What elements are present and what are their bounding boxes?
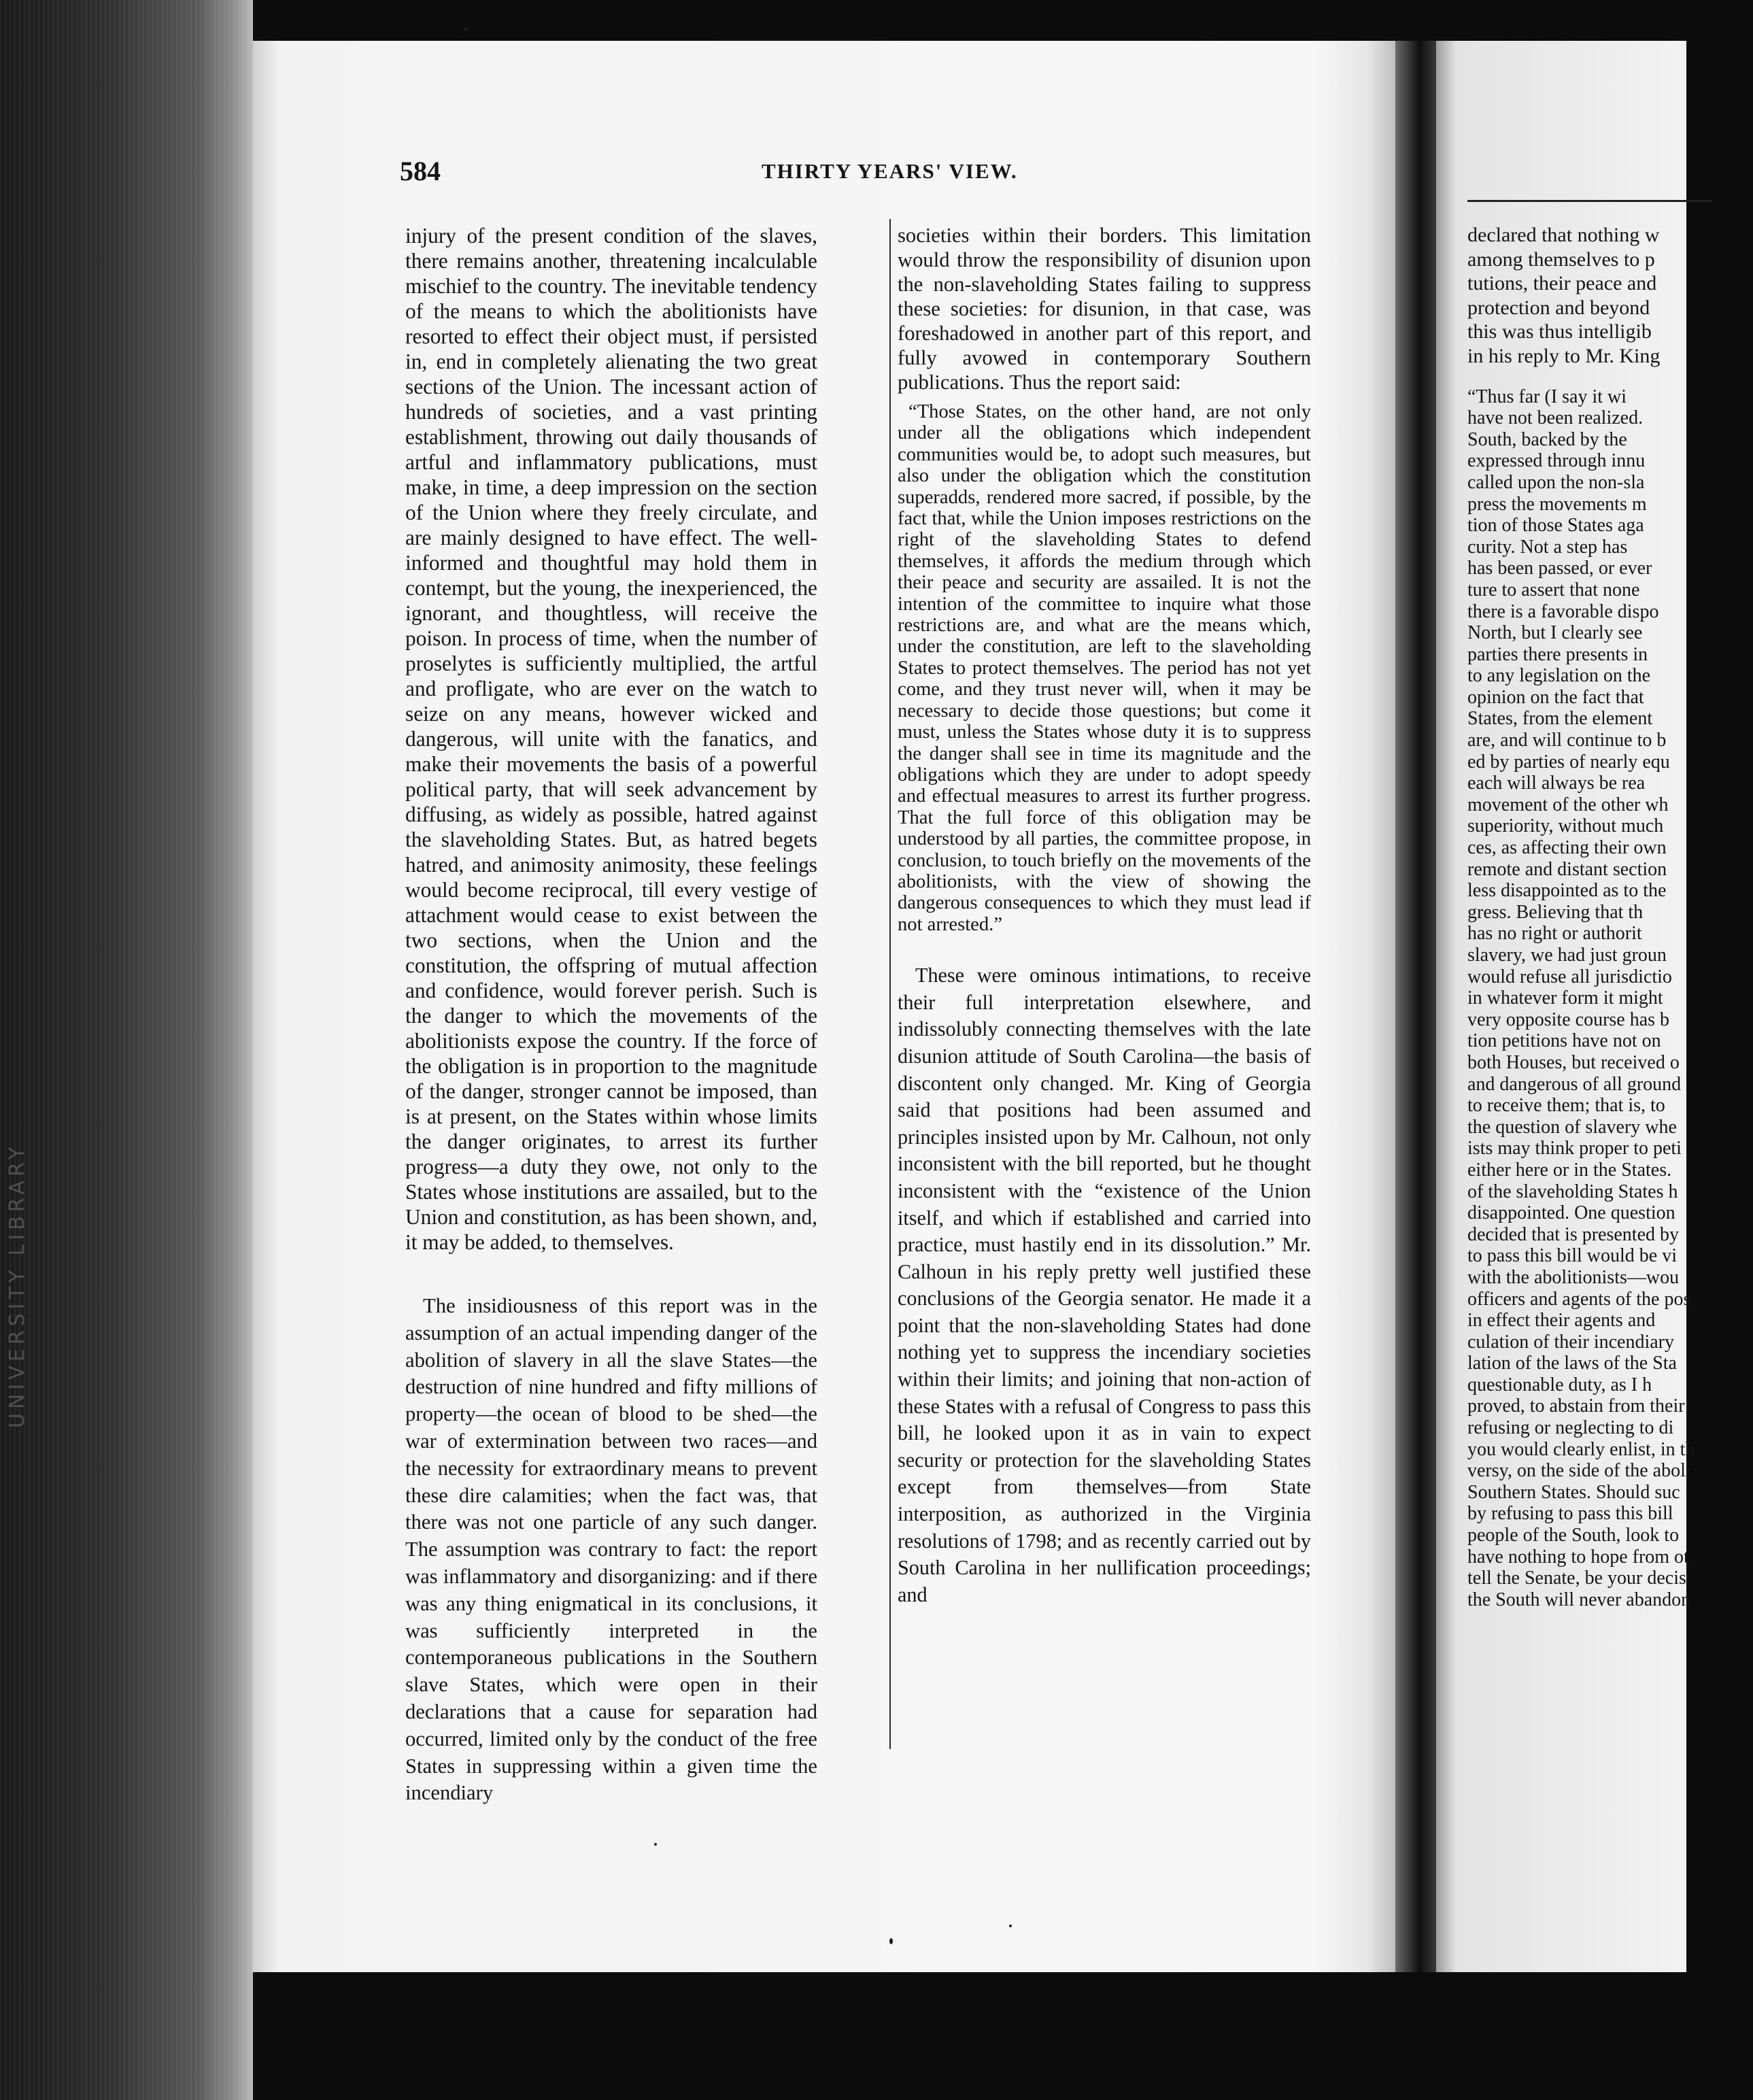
facing-page-line: called upon the non-sla — [1467, 471, 1645, 493]
facing-page-line: slavery, we had just groun — [1467, 945, 1667, 966]
facing-page-line: disappointed. One question — [1467, 1202, 1675, 1224]
facing-page-line: has no right or authorit — [1467, 923, 1642, 945]
facing-page-line: both Houses, but received o — [1467, 1051, 1680, 1073]
facing-page-line: has been passed, or ever — [1467, 558, 1652, 579]
gutter-shadow — [1395, 41, 1436, 1972]
facing-page-line: “Thus far (I say it wi — [1467, 386, 1627, 407]
facing-page-line: ists may think proper to peti — [1467, 1138, 1682, 1159]
facing-page-line: culation of their incendiary — [1467, 1331, 1674, 1353]
facing-page-rule — [1467, 200, 1712, 202]
facing-page-line: have not been realized. — [1467, 407, 1644, 429]
facing-page-line: tion petitions have not on — [1467, 1030, 1661, 1052]
book-page-edges — [0, 0, 253, 2100]
middle-paragraph-1: societies within their borders. This limitation would throw the responsibility of disunion upon the non-slaveholding States failing to suppress these societies: for disunion, in that case, was foreshadowed in another part of this report, and fully avowed in contemporary Southern publications. Thus the report said: — [898, 224, 1311, 394]
facing-page-line: ces, as affecting their own — [1467, 837, 1667, 859]
facing-page-line: protection and beyond — [1467, 296, 1650, 319]
facing-page-line: less disappointed as to the — [1467, 880, 1667, 902]
facing-page-line: the South will never abandon — [1467, 1589, 1691, 1610]
facing-page-line: South, backed by the — [1467, 428, 1627, 450]
page-header — [253, 155, 1395, 196]
facing-page-line: in effect their agents and — [1467, 1310, 1656, 1332]
facing-page-line: the question of slavery whe — [1467, 1116, 1677, 1138]
left-column — [405, 223, 817, 1805]
facing-page-line: among themselves to p — [1467, 248, 1655, 271]
facing-page-line: either here or in the States. — [1467, 1159, 1672, 1181]
running-head: THIRTY YEARS' VIEW. — [762, 159, 1018, 183]
facing-page-line: officers and agents of the pos — [1467, 1288, 1691, 1310]
facing-page-line: tell the Senate, be your decis — [1467, 1568, 1686, 1589]
facing-page-line: proved, to abstain from their — [1467, 1395, 1685, 1417]
facing-page-line: to any legislation on the — [1467, 665, 1651, 687]
facing-page-line: tutions, their peace and — [1467, 272, 1657, 295]
facing-page-line: by refusing to pass this bill — [1467, 1503, 1673, 1525]
facing-page-line: questionable duty, as I h — [1467, 1374, 1652, 1395]
left-paragraph-2: The insidiousness of this report was in the assumption of an actual impending danger of the abolition of slavery in all the slave States—the destruction of nine hundred and fifty millions of property—the ocean of blood to be shed—the war of extermination between two races—and the necessity for extraordinary means to prevent these dire calamities; when the fact was, that there was not one particle of any such danger. The assumption was contrary to fact: the report was inflammatory and disorganizing: and if there was any thing enigmatical in its conclusions, it was sufficiently interpreted in the contemporaneous publications in the Southern slave States, which were open in their declarations that a cause for separation had occurred, limited only by the conduct of the free States in suppressing within a given time the incendiary — [405, 1294, 817, 1805]
facing-page-line: are, and will continue to b — [1467, 730, 1667, 751]
facing-page-line: with the abolitionists—wou — [1467, 1266, 1680, 1288]
facing-page-line: declared that nothing w — [1467, 224, 1660, 246]
page-584 — [253, 41, 1395, 1972]
facing-page-line: opinion on the fact that — [1467, 686, 1644, 708]
facing-page-line: of the slaveholding States h — [1467, 1181, 1678, 1202]
facing-page-line: parties there presents in — [1467, 643, 1648, 665]
facing-page-line: to receive them; that is, to — [1467, 1095, 1665, 1117]
facing-page-line: would refuse all jurisdictio — [1467, 966, 1672, 987]
facing-page-line: curity. Not a step has — [1467, 536, 1628, 558]
facing-page-lines-1 — [1467, 223, 1753, 369]
facing-page-line: this was thus intelligib — [1467, 320, 1652, 343]
middle-column — [898, 223, 1311, 1753]
facing-page-line: versy, on the side of the aboli — [1467, 1460, 1691, 1482]
facing-page-lines-2 — [1467, 386, 1753, 1611]
middle-paragraph-2: These were ominous intimations, to receive their full interpretation elsewhere, and indissolubly connecting themselves with the late disunion attitude of South Carolina—the basis of discontent only changed. Mr. King of Georgia said that positions had been assumed and principles insisted upon by Mr. Calhoun, not only inconsistent with the bill reported, but he thought inconsistent with the “existence of the Union itself, and which if established and carried into practice, must hastily end in its dissolution.” Mr. Calhoun in his reply pretty well justified these conclusions of the Georgia senator. He made it a point that the non-slaveholding States had done nothing yet to suppress the incendiary societies within their limits; and joining that non-action of these States with a refusal of Congress to pass this bill, he looked upon it as in vain to expect security or protection for the slaveholding States except from themselves—from State interposition, as authorized in the Virginia resolutions of 1798; and as recently carried out by South Carolina in her nullification proceedings; and — [898, 964, 1311, 1606]
facing-page-line: ed by parties of nearly equ — [1467, 751, 1670, 773]
facing-page-line: movement of the other wh — [1467, 794, 1669, 815]
facing-page-line: ture to assert that none — [1467, 579, 1640, 600]
facing-page-line: superiority, without much — [1467, 815, 1664, 837]
facing-page-line: in whatever form it might — [1467, 987, 1663, 1009]
left-paragraph-1: injury of the present condition of the slaves, there remains another, threatening incalculable mischief to the country. The inevitable tendency of the means to which the abolitionists have resorted to effect their object must, if persisted in, end in completely alienating the two great sections of the Union. The incessant action of hundreds of societies, and a vast printing establishment, throwing out daily thousands of artful and inflammatory publications, must make, in time, a deep impression on the section of the Union where they freely circulate, and are mainly designed to have effect. The well-informed and thoughtful may hold them in contempt, but the young, the inexperienced, the ignorant, and thoughtless, will receive the poison. In process of time, when the number of proselytes is sufficiently multiplied, the artful and profligate, who are ever on the watch to seize on any means, however wicked and dangerous, will unite with the fanatics, and make their movements the basis of a powerful political party, that will seek advancement by diffusing, as widely as possible, hatred against the slaveholding States. But, as hatred begets hatred, and animosity animosity, these feelings would become reciprocal, till every vestige of attachment would cease to exist between the two sections, when the Union and the constitution, the offspring of mutual affection and confidence, would forever perish. Such is the danger to which the movements of the abolitionists expose the country. If the force of the obligation is in proportion to the magnitude of the danger, stronger cannot be imposed, than is at present, on the States within whose limits the danger originates, to arrest its further progress—a duty they owe, not only to the States whose institutions are assailed, but to the Union and constitution, as has been shown, and, it may be added, to themselves. — [405, 224, 817, 1254]
library-stamp: UNIVERSITY LIBRARY — [5, 1142, 29, 1428]
facing-page-text — [1467, 223, 1753, 1610]
facing-page-line: there is a favorable dispo — [1467, 600, 1659, 622]
facing-page-line: remote and distant section — [1467, 858, 1667, 880]
column-rule — [889, 219, 891, 1749]
facing-page-line: each will always be rea — [1467, 773, 1646, 794]
page-number: 584 — [400, 156, 441, 186]
block-quote: “Those States, on the other hand, are not only under all the obligations which independent communities would be, to adopt such measures, but also under the obligation which the constitution superadds, rendered more sacred, if possible, by the fact that, while the Union imposes restrictions on the right of the slaveholding States to defend themselves, it affords the medium through which their peace and security are assailed. It is not the intention of the committee to inquire what those restrictions are, and what are the means which, under the constitution, are left to the slaveholding States to protect themselves. The period has not yet come, and they trust never will, when it may be necessary to decide those questions; but come it must, unless the States whose duty it is to suppress the danger shall see in time its magnitude and the obligations which they are under to adopt speedy and effectual measures to arrest its further progress. That the full force of this obligation may be understood by all parties, the committee propose, in conclusion, to touch briefly on the movements of the abolitionists, with the view of showing the dangerous consequences to which they must lead if not arrested.” — [898, 401, 1311, 935]
facing-page-line: very opposite course has b — [1467, 1009, 1670, 1030]
facing-page-line: tion of those States aga — [1467, 515, 1644, 537]
facing-page-line: gress. Believing that th — [1467, 901, 1644, 923]
facing-page-line: North, but I clearly see — [1467, 622, 1643, 644]
facing-page-line: have nothing to hope from ot — [1467, 1546, 1689, 1568]
facing-page-line: to pass this bill would be vi — [1467, 1245, 1677, 1267]
facing-page-line: press the movements m — [1467, 493, 1647, 515]
facing-page — [1436, 41, 1695, 1972]
facing-page-line: in his reply to Mr. King — [1467, 344, 1661, 367]
facing-page-line: expressed through innu — [1467, 450, 1646, 472]
facing-page-line: States, from the element — [1467, 708, 1653, 730]
facing-page-line: lation of the laws of the Sta — [1467, 1353, 1677, 1374]
facing-page-line: Southern States. Should suc — [1467, 1481, 1680, 1503]
facing-page-line: people of the South, look to — [1467, 1525, 1680, 1546]
facing-page-line: decided that is presented by — [1467, 1223, 1680, 1245]
facing-page-line: refusing or neglecting to di — [1467, 1417, 1674, 1439]
facing-page-line: and dangerous of all ground — [1467, 1073, 1682, 1095]
facing-page-line: you would clearly enlist, in th — [1467, 1438, 1695, 1460]
